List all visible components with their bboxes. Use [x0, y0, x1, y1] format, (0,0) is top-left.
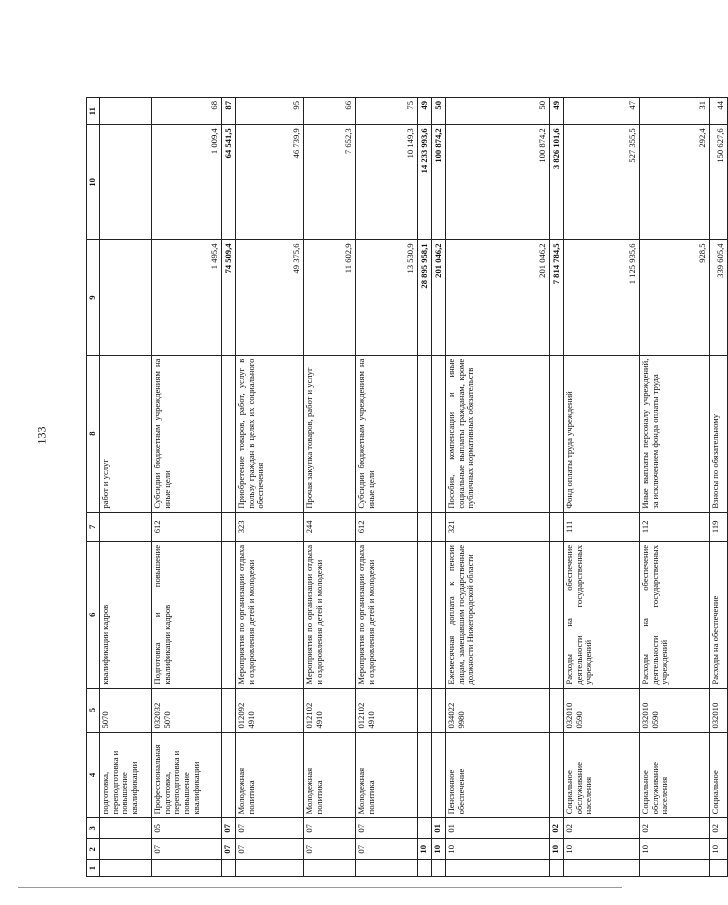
- table-cell: 02: [564, 818, 640, 839]
- table-cell: 032010 0590: [564, 688, 640, 732]
- table-cell: [640, 860, 710, 877]
- table-cell: [222, 732, 236, 818]
- table-cell: [550, 355, 564, 512]
- table-cell: 75: [356, 98, 418, 125]
- table-cell: 47: [564, 98, 640, 125]
- table-cell: 02: [640, 818, 710, 839]
- table-cell: подготовка, переподготовка и повышение квалификации: [100, 732, 152, 818]
- table-cell: 87: [222, 98, 236, 125]
- table-cell: [432, 512, 446, 541]
- table-cell: 07: [356, 818, 418, 839]
- table-cell: [710, 860, 728, 877]
- table-cell: [418, 688, 432, 732]
- table-cell: Приобретение товаров, работ, услуг в пользу граждан в целях их социального обеспечения: [236, 355, 304, 512]
- table-cell: [432, 355, 446, 512]
- table-cell: Молодежная политика: [236, 732, 304, 818]
- table-cell: [100, 839, 152, 860]
- budget-table: [86, 97, 728, 877]
- table-cell: 032010: [710, 688, 728, 732]
- table-cell: [222, 688, 236, 732]
- table-cell: 321: [446, 512, 550, 541]
- table-cell: [550, 688, 564, 732]
- header-cell: 2: [87, 839, 100, 860]
- table-cell: [550, 512, 564, 541]
- table-cell: [418, 860, 432, 877]
- table-cell: Расходы на обеспечение деятельности государственных учреждений: [564, 541, 640, 688]
- table-cell: 74 509,4: [222, 240, 236, 355]
- table-cell: 150 627,6: [710, 125, 728, 240]
- table-cell: 1 125 935,6: [564, 240, 640, 355]
- header-cell: 8: [87, 355, 100, 512]
- table-cell: 31: [640, 98, 710, 125]
- table-cell: 01: [432, 818, 446, 839]
- table-row: [446, 98, 550, 877]
- table-cell: 119: [710, 512, 728, 541]
- table-cell: [222, 541, 236, 688]
- header-cell: 6: [87, 541, 100, 688]
- table-cell: 10 149,3: [356, 125, 418, 240]
- table-cell: [152, 860, 222, 877]
- table-cell: Пособия, компенсации и иные социальные выплаты гражданам, кроме публичных нормативных обязательств: [446, 355, 550, 512]
- table-row: [640, 98, 710, 877]
- page-number: 133: [34, 426, 49, 445]
- table-cell: [236, 860, 304, 877]
- table-cell: 49: [550, 98, 564, 125]
- table-cell: 201 046,2: [446, 240, 550, 355]
- table-cell: 7 814 784,5: [550, 240, 564, 355]
- table-cell: 7 652,3: [304, 125, 356, 240]
- table-cell: 07: [304, 839, 356, 860]
- table-cell: 612: [356, 512, 418, 541]
- table-body: [100, 98, 728, 877]
- table-cell: [432, 541, 446, 688]
- table-cell: 44: [710, 98, 728, 125]
- table-cell: 1 009,4: [152, 125, 222, 240]
- table-cell: Молодежная политика: [356, 732, 418, 818]
- table-cell: 10: [564, 839, 640, 860]
- table-cell: 13 530,9: [356, 240, 418, 355]
- table-row: [710, 98, 728, 877]
- table-cell: Прочая закупка товаров, работ и услуг: [304, 355, 356, 512]
- header-cell: 1: [87, 860, 100, 877]
- table-cell: 111: [564, 512, 640, 541]
- table-row: [100, 98, 152, 877]
- table-cell: Профессиональная подготовка, переподготовка и повышение квалификации: [152, 732, 222, 818]
- table-cell: 928,5: [640, 240, 710, 355]
- table-row: [356, 98, 418, 877]
- table-cell: [432, 688, 446, 732]
- table-cell: 201 046,2: [432, 240, 446, 355]
- table-cell: Подготовка и повышение квалификации кадров: [152, 541, 222, 688]
- table-cell: 10: [418, 839, 432, 860]
- table-cell: [550, 732, 564, 818]
- table-cell: 07: [152, 839, 222, 860]
- table-cell: 10: [640, 839, 710, 860]
- table-cell: [418, 732, 432, 818]
- table-cell: [418, 818, 432, 839]
- table-cell: Мероприятия по организации отдыха и оздоровления детей и молодежи: [236, 541, 304, 688]
- table-cell: [446, 860, 550, 877]
- table-cell: 11 602,9: [304, 240, 356, 355]
- table-cell: 07: [222, 818, 236, 839]
- table-cell: [100, 860, 152, 877]
- table-row: [236, 98, 304, 877]
- table-cell: 50: [446, 98, 550, 125]
- table-cell: [100, 98, 152, 125]
- table-cell: 10: [446, 839, 550, 860]
- table-cell: 292,4: [640, 125, 710, 240]
- table-cell: 49 375,6: [236, 240, 304, 355]
- table-cell: Ежемесячная доплата к пенсии лицам, замещавшим государственные должности Нижегородской области: [446, 541, 550, 688]
- table-cell: 100 874,2: [446, 125, 550, 240]
- table-cell: 02: [550, 818, 564, 839]
- header-cell: 4: [87, 732, 100, 818]
- table-cell: [432, 860, 446, 877]
- table-cell: [418, 541, 432, 688]
- table-cell: 112: [640, 512, 710, 541]
- table-cell: Субсидии бюджетным учреждениям на иные цели: [152, 355, 222, 512]
- table-cell: 28 895 958,1: [418, 240, 432, 355]
- table-cell: 244: [304, 512, 356, 541]
- table-cell: Молодежная политика: [304, 732, 356, 818]
- table-cell: 012102 4910: [304, 688, 356, 732]
- table-cell: [222, 512, 236, 541]
- table-cell: 10: [550, 839, 564, 860]
- table-cell: 527 355,5: [564, 125, 640, 240]
- header-cell: 3: [87, 818, 100, 839]
- table-cell: Социальное обслуживание населения: [640, 732, 710, 818]
- table-row: [222, 98, 236, 877]
- table-row: [550, 98, 564, 877]
- table-cell: 95: [236, 98, 304, 125]
- table-cell: [222, 355, 236, 512]
- table-cell: 032010 0590: [640, 688, 710, 732]
- table-cell: 07: [236, 818, 304, 839]
- table-cell: Субсидии бюджетным учреждениям на иные цели: [356, 355, 418, 512]
- table-cell: 46 739,9: [236, 125, 304, 240]
- table-cell: Социальное обслуживание населения: [564, 732, 640, 818]
- table-cell: Социальное: [710, 732, 728, 818]
- table-cell: Расходы на обеспечение: [710, 541, 728, 688]
- table-row: [152, 98, 222, 877]
- header-cell: 11: [87, 98, 100, 125]
- table-cell: 05: [152, 818, 222, 839]
- table-cell: Пенсионное обеспечение: [446, 732, 550, 818]
- table-cell: [550, 541, 564, 688]
- header-cell: 7: [87, 512, 100, 541]
- table-cell: 1 495,4: [152, 240, 222, 355]
- table-cell: 49: [418, 98, 432, 125]
- table-cell: 14 233 993,6: [418, 125, 432, 240]
- table-cell: [418, 355, 432, 512]
- table-cell: 02: [710, 818, 728, 839]
- table-cell: [432, 732, 446, 818]
- table-cell: 339 605,4: [710, 240, 728, 355]
- table-cell: 012102 4910: [356, 688, 418, 732]
- table-cell: [100, 125, 152, 240]
- table-cell: 10: [432, 839, 446, 860]
- table-row: [418, 98, 432, 877]
- table-cell: [356, 860, 418, 877]
- header-row: [87, 98, 100, 877]
- table-cell: 323: [236, 512, 304, 541]
- table-cell: 68: [152, 98, 222, 125]
- header-cell: 5: [87, 688, 100, 732]
- page-bottom-rule: [18, 887, 622, 888]
- table-cell: 3 826 101,6: [550, 125, 564, 240]
- table-cell: 012092 4910: [236, 688, 304, 732]
- table-cell: 64 541,5: [222, 125, 236, 240]
- table-cell: 66: [304, 98, 356, 125]
- table-cell: 07: [304, 818, 356, 839]
- header-cell: 10: [87, 125, 100, 240]
- table-row: [564, 98, 640, 877]
- table-cell: 07: [356, 839, 418, 860]
- table-cell: 01: [446, 818, 550, 839]
- table-cell: 10: [710, 839, 728, 860]
- table-cell: Взносы по обязательному: [710, 355, 728, 512]
- table-cell: [222, 860, 236, 877]
- table-cell: Мероприятия по организации отдыха и оздоровления детей и молодежи: [304, 541, 356, 688]
- table-cell: 50: [432, 98, 446, 125]
- table-cell: [100, 240, 152, 355]
- table-cell: [564, 860, 640, 877]
- table-cell: 07: [236, 839, 304, 860]
- table-cell: 100 874,2: [432, 125, 446, 240]
- table-cell: 032032 5070: [152, 688, 222, 732]
- table-cell: Иные выплаты персоналу учреждений, за исключением фонда оплаты труда: [640, 355, 710, 512]
- table-cell: 07: [222, 839, 236, 860]
- table-cell: 612: [152, 512, 222, 541]
- table-cell: Мероприятия по организации отдыха и оздоровления детей и молодежи: [356, 541, 418, 688]
- table-row: [432, 98, 446, 877]
- table-cell: [100, 818, 152, 839]
- table-cell: работ и услуг: [100, 355, 152, 512]
- table-cell: 034022 9980: [446, 688, 550, 732]
- table-cell: квалификации кадров: [100, 541, 152, 688]
- table-cell: 5070: [100, 688, 152, 732]
- header-cell: 9: [87, 240, 100, 355]
- table-cell: [550, 860, 564, 877]
- table-row: [304, 98, 356, 877]
- table-cell: [418, 512, 432, 541]
- table-cell: [304, 860, 356, 877]
- table-cell: Расходы на обеспечение деятельности государственных учреждений: [640, 541, 710, 688]
- table-cell: Фонд оплаты труда учреждений: [564, 355, 640, 512]
- table-cell: [100, 512, 152, 541]
- rotated-table-container: [86, 97, 726, 877]
